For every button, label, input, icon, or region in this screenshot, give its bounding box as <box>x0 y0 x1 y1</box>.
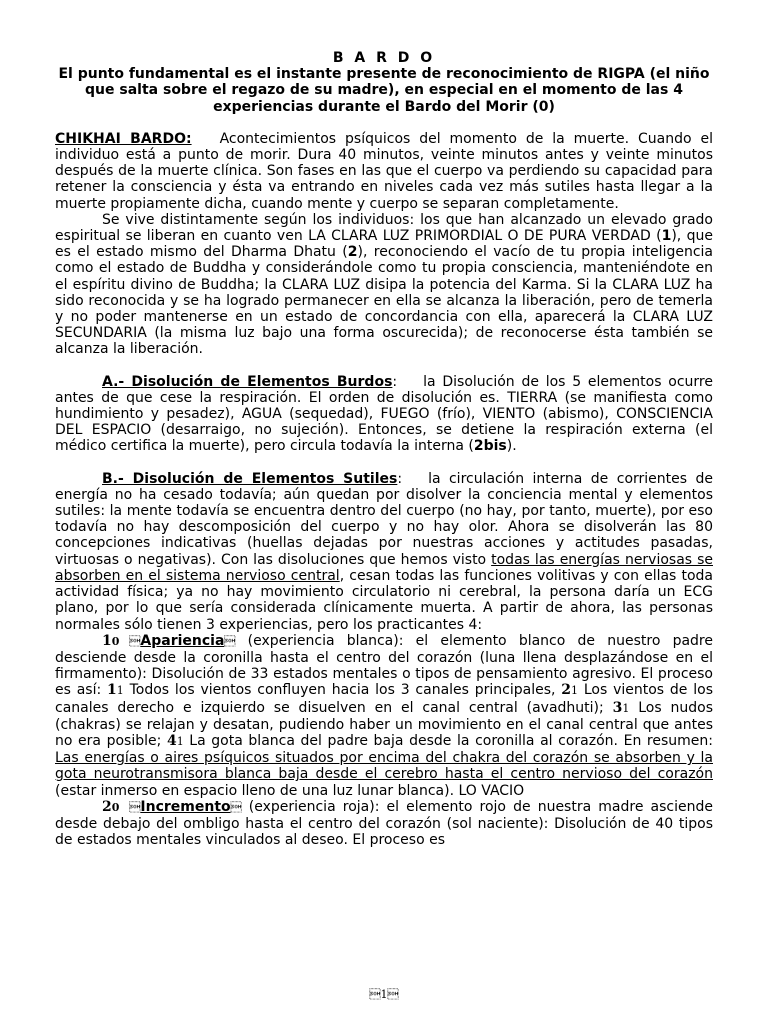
section-b-underline: todas las energías nerviosas se absorben en el sistema nervioso central <box>55 551 713 584</box>
footnote-ref-1: 1 <box>661 228 672 245</box>
clara-luz-paragraph: Se vive distintamente según los individuos: los que han alcanzado un elevado grado espiritual se liberan en cuanto ven LA CLARA LUZ PRIMORDIAL O DE PURA VERDAD (1), que es el estado mismo del Dharma Dhatu (2), reconociendo el vacío de tu propia inteligencia como el estado de Buddha y considerándole como tu propia consciencia, manteniéndote en el espíritu divino de Buddha; la CLARA LUZ disipa la potencia del Karma. Si la CLARA LUZ ha sido reconocida y se ha logrado permanecer en ella se alcanza la liberación, pero de temerla y no poder mantenerse en un estado de concordancia con ella, aparecerá la CLARA LUZ SECUNDARIA (la misma luz bajo una forma oscurecida); de reconocerse ésta también se alcanza la liberación. <box>55 211 713 358</box>
experience-2-heading: Incremento <box>140 798 231 815</box>
chikhai-paragraph <box>55 131 713 212</box>
chikhai-text: Acontecimientos psíquicos del momento de la muerte. Cuando el individuo está a punto de morir. Dura 40 minutos, veinte minutos antes y veinte minutos después de la muerte clínica. Son fases en las que el cuerpo va perdiendo su capacidad para retener la consciencia y ésta va entrando en niveles cada vez más sutiles hasta llegar a la muerte propiamente dicha, cuando mente y cuerpo se separan completamente. <box>55 130 714 212</box>
subtitle-ref: 0 <box>538 98 549 115</box>
footnote-ref-2bis: 2bis <box>473 438 507 455</box>
document-subtitle <box>55 66 713 115</box>
document-page <box>55 50 713 848</box>
subtitle-close: ) <box>548 98 555 115</box>
section-b-paragraph: B.- Disolución de Elementos Sutiles: la circulación interna de corrientes de energía no ha cesado todavía; aún quedan por disolver la conciencia mental y elementos sutiles: la mente todavía se encuentra dentro del cuerpo (no hay, por tanto, muerte), por eso todavía no hay descomposición del cuerpo y no hay olor. Ahora se disolverán las 80 concepciones indicativas (huellas dejadas por nuestras acciones y actitudes pasadas, virtuosas o negativas). Con las disoluciones que hemos visto todas las energías nerviosas se absorben en el sistema nervioso central, cesan todas las funciones volitivas y con ellas toda actividad física; ya no hay movimiento circulatorio ni cerebral, la persona daría un ECG plano, por lo que sería considerada clínicamente muerta. A partir de ahora, las personas normales sólo tienen 3 experiencias, pero los practicantes 4: <box>55 470 714 633</box>
section-b-heading: B.- Disolución de Elementos Sutiles <box>102 470 398 487</box>
document-title: B A R D O <box>332 50 436 66</box>
subtitle-text: El punto fundamental es el instante presente de reconocimiento de RIGPA (el niño que salta sobre el regazo de su madre), en especial en el momento de las 4 experiencias durante el Bardo del Morir ( <box>58 66 710 115</box>
footnote-ref-2: 2 <box>347 244 358 261</box>
section-a-paragraph: A.- Disolución de Elementos Burdos: la Disolución de los 5 elementos ocurre antes de que cese la respiración. El orden de disolución es. TIERRA (se manifiesta como hundimiento y pesadez), AGUA (sequedad), FUEGO (frío), VIENTO (abismo), CONSCIENCIA DEL ESPACIO (desarraigo, no sujeción). Entonces, se detiene la respiración externa (el médico certifica la muerte), pero circula todavía la interna (2bis). <box>55 373 713 455</box>
page-number: 1 <box>369 988 399 1001</box>
experience-1-paragraph: 10 Apariencia (experiencia blanca): el elemento blanco de nuestro padre desciende desde la coronilla hasta el centro del corazón (luna llena desplazándose en el firmamento): Disolución de 33 estados mentales o tipos de pensamiento agresivo. El proceso es así: 11 Todos los vientos confluyen hacia los 3 canales principales, 21 Los vientos de los canales derecho e izquierdo se disuelven en el canal central (avadhuti); 31 Los nudos (chakras) se relajan y desatan, pudiendo haber un movimiento en el canal central que antes no era posible; 41 La gota blanca del padre baja desde la coronilla al corazón. En resumen: Las energías o aires psíquicos situados por encima del chakra del corazón se absorben y la gota neurotransmisora blanca baja desde el cerebro hasta el centro nervioso del corazón (estar inmerso en espacio lleno de una luz lunar blanca). LO VACIO <box>55 632 713 799</box>
experience-1-heading: Apariencia <box>140 632 225 649</box>
section-a-heading: A.- Disolución de Elementos Burdos <box>102 373 393 390</box>
experience-2-number: 20 <box>102 798 120 815</box>
experience-2-paragraph: 20 Incremento (experiencia roja): el elemento rojo de nuestra madre asciende desde debajo del ombligo hasta el centro del corazón (sol naciente): Disolución de 40 tipos de estados mentales vinculados al deseo. El proceso es <box>55 798 713 849</box>
experience-1-number: 10 <box>102 632 120 649</box>
chikhai-heading: CHIKHAI BARDO: <box>55 130 192 147</box>
experience-1-summary: Las energías o aires psíquicos situados por encima del chakra del corazón se absorben y la gota neurotransmisora blanca baja desde el cerebro hasta el centro nervioso del corazón <box>55 750 713 783</box>
